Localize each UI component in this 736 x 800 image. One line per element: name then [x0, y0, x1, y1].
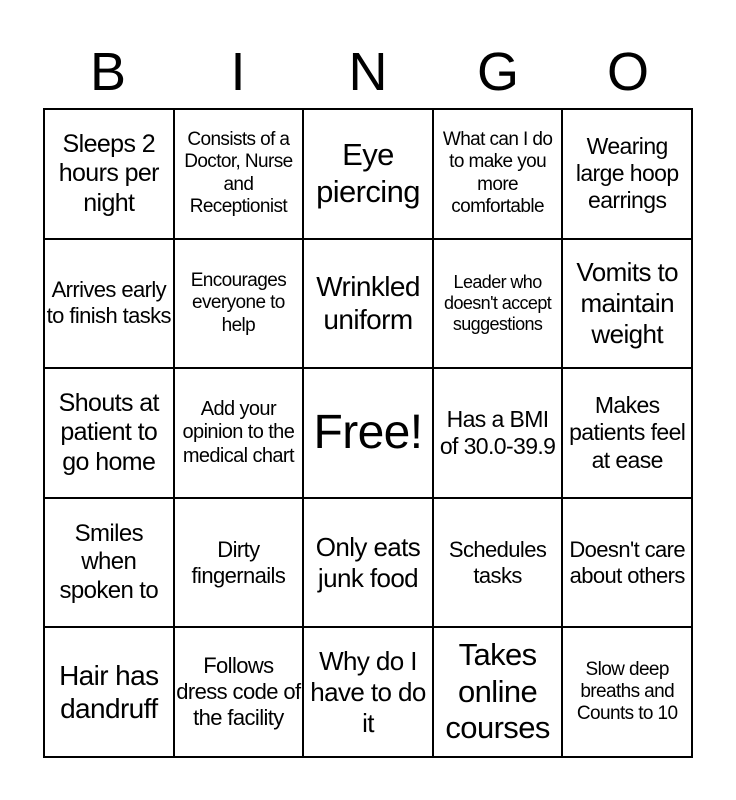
bingo-cell[interactable] — [44, 239, 174, 369]
cell-text: Hair has dandruff — [59, 660, 159, 725]
cell-text: Only eats junk food — [315, 531, 421, 593]
cell-text: Eye piercing — [316, 137, 420, 209]
cell-text: Schedules tasks — [448, 536, 547, 588]
bingo-cell[interactable] — [174, 239, 304, 369]
cell-text: Takes online courses — [445, 637, 550, 746]
bingo-cell[interactable] — [303, 239, 433, 369]
cell-text: Slow deep breaths and Counts to 10 — [576, 658, 678, 725]
bingo-cell[interactable] — [562, 627, 692, 757]
cell-text: Wearing large hoop earrings — [575, 133, 679, 214]
bingo-cell[interactable] — [433, 368, 563, 498]
cell-text: Sleeps 2 hours per night — [58, 129, 159, 217]
cell-text: Smiles when spoken to — [59, 520, 159, 604]
cell-text: What can I do to make you more comfortable — [442, 128, 553, 218]
cell-text: Dirty fingernails — [191, 536, 286, 588]
bingo-cell[interactable] — [174, 109, 304, 239]
bingo-cell[interactable] — [174, 498, 304, 628]
bingo-cell[interactable] — [433, 109, 563, 239]
bingo-cell[interactable] — [303, 498, 433, 628]
bingo-cell[interactable] — [562, 239, 692, 369]
cell-text: Arrives early to finish tasks — [46, 277, 171, 329]
cell-text: Doesn't care about others — [569, 536, 685, 588]
bingo-cell[interactable] — [433, 498, 563, 628]
cell-text: Vomits to maintain weight — [576, 257, 678, 349]
cell-text: Encourages everyone to help — [190, 269, 287, 336]
cell-text: Add your opinion to the medical chart — [182, 397, 295, 467]
header-letter-g: G — [476, 42, 519, 102]
bingo-cell[interactable] — [562, 498, 692, 628]
bingo-cell[interactable] — [303, 109, 433, 239]
bingo-cell[interactable] — [433, 239, 563, 369]
bingo-cell[interactable] — [562, 109, 692, 239]
cell-text: Why do I have to do it — [310, 646, 426, 738]
bingo-grid — [43, 108, 693, 758]
bingo-cell[interactable] — [174, 368, 304, 498]
bingo-cell[interactable] — [44, 368, 174, 498]
bingo-header — [43, 40, 693, 104]
header-letter-n: N — [348, 42, 388, 102]
bingo-cell[interactable] — [44, 498, 174, 628]
cell-text: Has a BMI of 30.0-39.9 — [439, 405, 556, 459]
header-letter-b: B — [89, 42, 127, 102]
cell-text: Leader who doesn't accept suggestions — [444, 271, 552, 334]
bingo-cell[interactable] — [44, 627, 174, 757]
bingo-cell[interactable] — [303, 627, 433, 757]
header-letter-i: I — [230, 42, 246, 102]
cell-text: Makes patients feel at ease — [569, 392, 686, 473]
cell-text: Consists of a Doctor, Nurse and Receptionist — [184, 128, 293, 218]
cell-text: Wrinkled uniform — [316, 271, 420, 336]
bingo-cell[interactable] — [433, 627, 563, 757]
free-space[interactable] — [303, 368, 433, 498]
cell-text: Follows dress code of the facility — [176, 653, 301, 731]
cell-text: Shouts at patient to go home — [58, 388, 159, 476]
header-letter-o: O — [606, 42, 649, 102]
bingo-cell[interactable] — [44, 109, 174, 239]
cell-text: Free! — [313, 405, 423, 459]
bingo-cell[interactable] — [174, 627, 304, 757]
bingo-cell[interactable] — [562, 368, 692, 498]
